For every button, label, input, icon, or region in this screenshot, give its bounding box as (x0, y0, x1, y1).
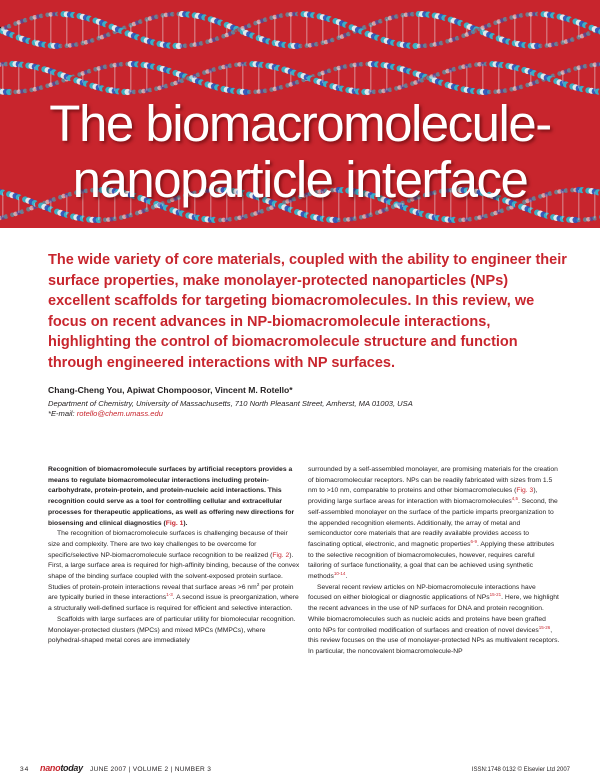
figure-ref-2[interactable]: Fig. 2 (272, 551, 290, 559)
body-text: The recognition of biomacromolecule surfaces is challenging because of their size and complexity. There are two key challenges to be overcome for specific/selective NP-biomacromolecule surface recognition to be realized ( (48, 530, 288, 559)
body-text: ), providing large surface areas for interaction with biomacromolecules (308, 487, 538, 506)
body-text: . Applying these attributes to the selective recognition of biomacromolecules, however, requires careful tailoring of surface functionality, a goal that can be achieved using synthetic methods (308, 540, 555, 581)
issue-info: JUNE 2007 | VOLUME 2 | NUMBER 3 (90, 766, 212, 773)
figure-ref-3[interactable]: Fig. 3 (516, 487, 534, 495)
lead-text: Recognition of biomacromolecule surfaces by artificial receptors provides a means to regulate biomacromolecular interactions including protein-carbohydrate, protein-protein, and protein-nucleic acid interactions. This recognition could serve as a tool for controlling cellular and extracellular processes for therapeutic applications, as well as offering new directions for biosensing and clinical diagnostics ( (48, 466, 295, 527)
body-paragraph (308, 583, 560, 658)
figure-ref-1[interactable]: Fig. 1 (165, 519, 184, 527)
lead-text-end: ). (183, 519, 188, 527)
journal-name-a: nano (40, 763, 61, 773)
body-text: . (345, 573, 348, 581)
author-block (48, 385, 568, 420)
body-text: . A second issue is preorganization, where a structurally well-defined surface is required for efficient and selective interaction. (48, 594, 299, 613)
journal-logo (40, 763, 83, 773)
body-paragraph (48, 529, 300, 615)
body-column-left (48, 465, 300, 647)
helix-strand (0, 61, 600, 95)
lead-paragraph (48, 465, 300, 529)
page-footer (20, 765, 570, 775)
page-number: 34 (20, 766, 30, 773)
body-text: surrounded by a self-assembled monolayer, are promising materials for the creation of biomacromolecular receptors. NPs can be readily fabricated with sizes from 1.5 nm to >10 nm, comparable to proteins and other biomacromolecules ( (308, 466, 558, 495)
email-link[interactable]: rotello@chem.umass.edu (76, 409, 163, 418)
citation-ref[interactable]: 15-26 (538, 624, 551, 630)
citation-ref[interactable]: 1-3 (166, 592, 173, 598)
abstract: The wide variety of core materials, coupled with the ability to engineer their surface properties, make monolayer-protected nanoparticles (NPs) excellent scaffolds for targeting biomacromolecules. In this review, we focus on recent advances in NP-biomacromolecule interactions, highlighting the control of biomacromolecule structure and function through engineered interactions with NP surfaces. (48, 252, 567, 371)
email-label: *E-mail: (48, 409, 77, 418)
journal-name-b: today (60, 763, 83, 773)
author-email-line (48, 409, 568, 420)
body-text: . Here, we highlight the recent advances in the use of NP surfaces for DNA and protein recognition. While biomacromolecules such as nucleic acids and proteins have been grafted onto NPs for controlled modification of surfaces and creation of novel devices (308, 594, 559, 634)
body-paragraph (308, 465, 560, 583)
citation-ref[interactable]: 10-14 (333, 570, 346, 576)
header-banner (0, 0, 600, 228)
article-title (0, 96, 600, 208)
body-text: Several recent review articles on NP-biomacromolecule interactions have focused on either biological or diagnostic applications of NPs (308, 583, 536, 602)
citation-ref[interactable]: 15-21 (489, 592, 502, 598)
helix-strand (0, 11, 600, 49)
author-names: Chang-Cheng You, Apiwat Chompoosor, Vincent M. Rotello* (48, 385, 293, 395)
body-column-right (308, 465, 560, 658)
author-affiliation: Department of Chemistry, University of Massachusetts, 710 North Pleasant Street, Amherst, MA 01003, USA (48, 398, 413, 408)
title-line-2: nanoparticle interface (72, 151, 528, 208)
body-text: ). First, a large surface area is required for high-affinity binding, because of the convex shape of the binding surface coupled with the solvent-exposed protein surface. Studies of protein-protein interactions reveal that surface areas >6 nm (48, 551, 300, 591)
body-text: . Second, the self-assembled monolayer on the surface of the particle imparts preorganization to the appended recognition elements. Additionally, the array of metal and semiconductor core materials that are readily available provides access to fascinating optical, electronic, and magnetic properties (308, 498, 558, 548)
citation-ref[interactable]: 4,5 (511, 495, 518, 501)
body-text: per protein are typically buried in these interactions (48, 583, 294, 602)
issn-copyright: ISSN:1748 0132 © Elsevier Ltd 2007 (471, 767, 570, 773)
body-paragraph: Scaffolds with large surfaces are of particular utility for biomolecular recognition. Monolayer-protected clusters (MPCs) and mixed MPCs (MMPCs), where polyhedral-shaped metal cores are immediately (48, 615, 296, 645)
citation-ref[interactable]: 6-9 (470, 538, 477, 544)
title-line-1: The biomacromolecule- (49, 95, 551, 152)
superscript: 2 (256, 581, 260, 587)
body-text: , this review focuses on the use of monolayer-protected NPs as multivalent receptors. In particular, the noncovalent biomacromolecule-NP (308, 626, 560, 655)
